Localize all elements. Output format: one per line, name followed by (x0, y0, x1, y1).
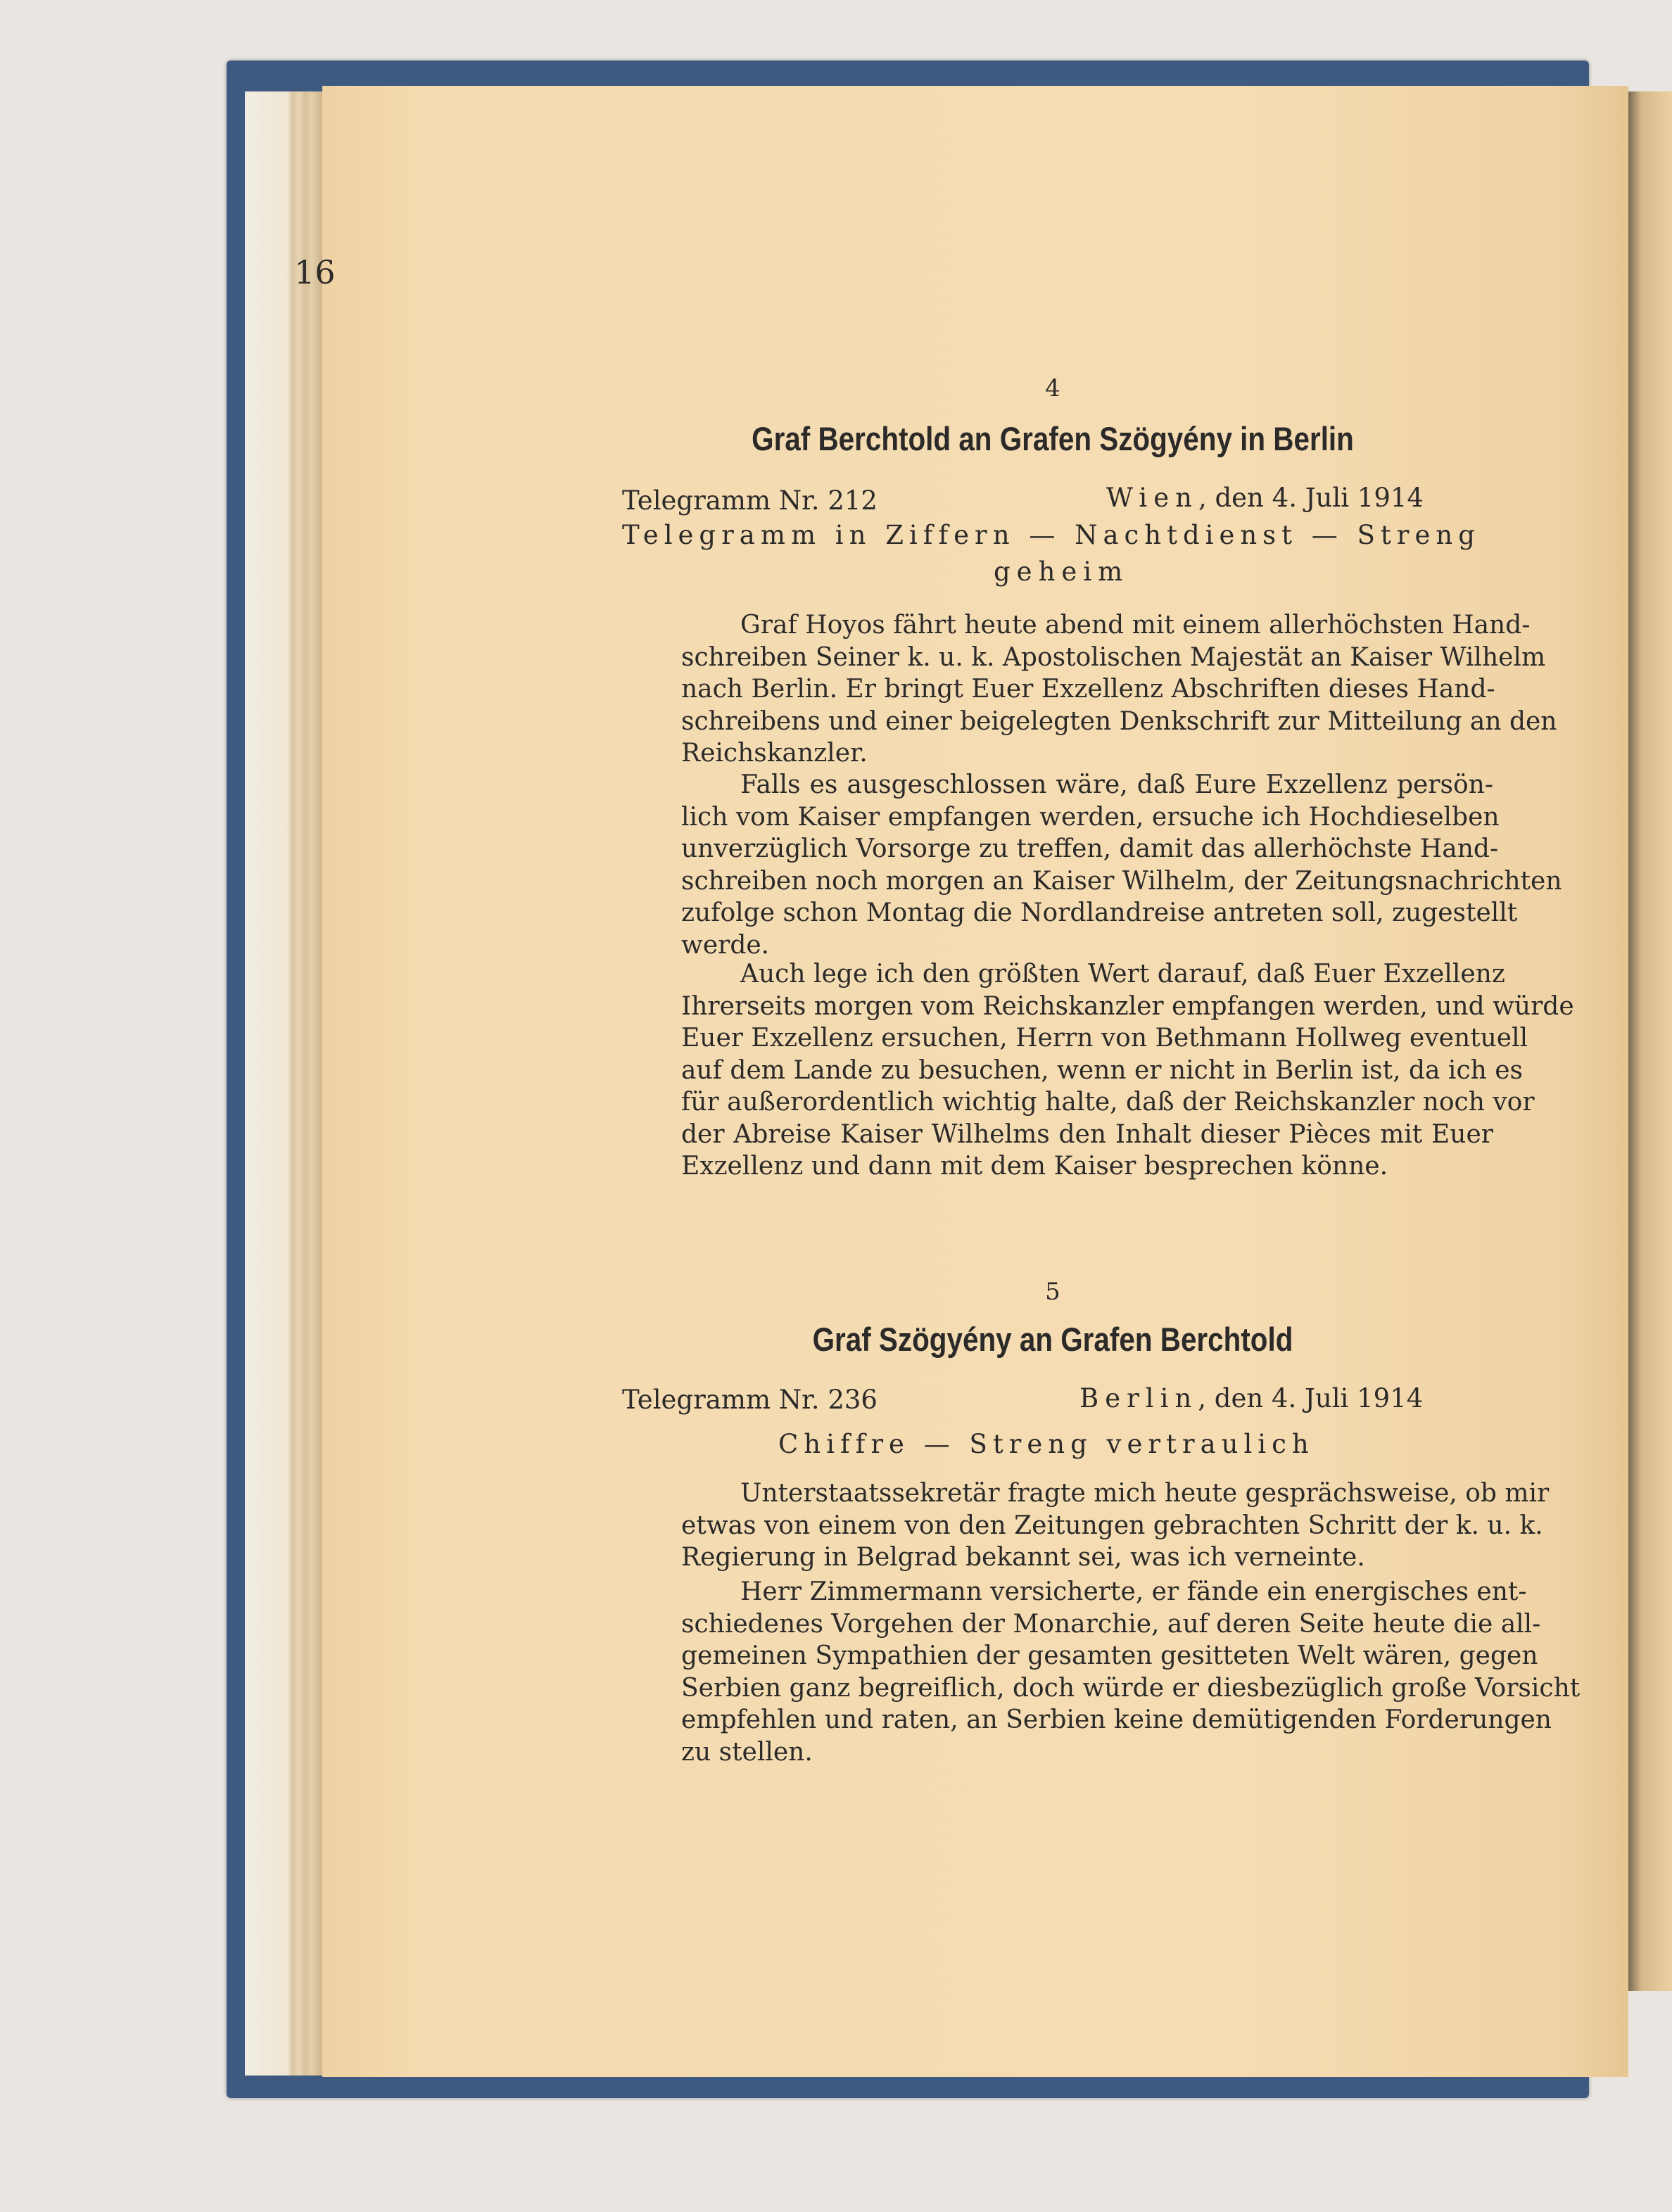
document-4-transmission-note-cont: geheim (994, 557, 1129, 587)
text-line: etwas von einem von den Zeitungen gebrachten Schritt der k. u. k. (681, 1511, 1543, 1540)
text-line: Serbien ganz begreiflich, doch würde er diesbezüglich große Vorsicht (681, 1673, 1581, 1703)
text-line: der Abreise Kaiser Wilhelms den Inhalt dieser Pièces mit Euer (681, 1119, 1493, 1149)
document-4-place: Wien (1106, 483, 1198, 513)
text-line: Regierung in Belgrad bekannt sei, was ich verneinte. (681, 1543, 1365, 1572)
text-line: Euer Exzellenz ersuchen, Herrn von Bethmann Hollweg eventuell (681, 1024, 1528, 1053)
text-line: Ihrerseits morgen vom Reichskanzler empfangen werden, und würde (681, 991, 1574, 1021)
text-line: unverzüglich Vorsorge zu treffen, damit das allerhöchste Hand- (681, 834, 1499, 863)
text-line: Auch lege ich den größten Wert darauf, daß Euer Exzellenz (740, 960, 1505, 989)
text-line: schreibens und einer beigelegten Denkschrift zur Mitteilung an den (681, 706, 1557, 736)
text-line: werde. (681, 930, 770, 960)
text-line: Exzellenz und dann mit dem Kaiser besprechen könne. (681, 1152, 1388, 1181)
text-line: gemeinen Sympathien der gesamten gesitteten Welt wären, gegen (681, 1641, 1538, 1670)
document-4-telegram-number: Telegramm Nr. 212 (622, 485, 878, 516)
document-5-paragraph-2 (622, 1576, 1581, 1768)
text-line: zu stellen. (681, 1737, 813, 1767)
document-5-title: Graf Szögyény an Grafen Berchtold (812, 1321, 1293, 1358)
text-line: schreiben noch morgen an Kaiser Wilhelm, der Zeitungsnachrichten (681, 866, 1562, 896)
text-line: empfehlen und raten, an Serbien keine demütigenden Forderungen (681, 1705, 1552, 1734)
text-line: Unterstaatssekretär fragte mich heute gesprächsweise, ob mir (740, 1479, 1550, 1508)
document-5-telegram-number: Telegramm Nr. 236 (622, 1385, 878, 1415)
document-5-place-date (1079, 1383, 1423, 1413)
document-4-paragraph-1 (622, 609, 1557, 770)
text-line: Graf Hoyos fährt heute abend mit einem allerhöchsten Hand- (740, 611, 1531, 640)
document-5-transmission-note: Chiffre — Streng vertraulich (778, 1429, 1315, 1459)
text-line: für außerordentlich wichtig halte, daß der Reichskanzler noch vor (681, 1088, 1535, 1117)
document-4-paragraph-2 (622, 769, 1562, 961)
document-4-number: 4 (1045, 374, 1060, 402)
facing-page-edge (1628, 91, 1672, 1991)
document-5-paragraph-1 (622, 1477, 1550, 1574)
document-4-transmission-note: Telegramm in Ziffern — Nachtdienst — Streng (622, 520, 1481, 550)
document-4-title: Graf Berchtold an Grafen Szögyény in Berlin (752, 420, 1354, 457)
document-5-place: Berlin (1079, 1383, 1198, 1413)
document-4-paragraph-3 (622, 958, 1574, 1183)
text-line: lich vom Kaiser empfangen werden, ersuche ich Hochdieselben (681, 802, 1500, 832)
text-line: auf dem Lande zu besuchen, wenn er nicht in Berlin ist, da ich es (681, 1055, 1524, 1085)
text-line: schreiben Seiner k. u. k. Apostolischen Majestät an Kaiser Wilhelm (681, 642, 1546, 672)
document-5-date: , den 4. Juli 1914 (1198, 1383, 1424, 1413)
document-5-number: 5 (1045, 1278, 1060, 1306)
document-4-date: , den 4. Juli 1914 (1198, 483, 1424, 513)
text-line: Reichskanzler. (681, 739, 868, 768)
text-line: Herr Zimmermann versicherte, er fände ein energisches ent- (740, 1577, 1527, 1606)
page-edges (245, 91, 322, 2076)
text-line: Falls es ausgeschlossen wäre, daß Eure Exzellenz persön- (740, 770, 1493, 799)
document-4-place-date (1106, 483, 1424, 513)
text-line: schiedenes Vorgehen der Monarchie, auf deren Seite heute die all- (681, 1609, 1541, 1639)
text-line: nach Berlin. Er bringt Euer Exzellenz Abschriften dieses Hand- (681, 675, 1495, 704)
text-line: zufolge schon Montag die Nordlandreise antreten soll, zugestellt (681, 898, 1518, 927)
page-number: 16 (294, 253, 336, 291)
